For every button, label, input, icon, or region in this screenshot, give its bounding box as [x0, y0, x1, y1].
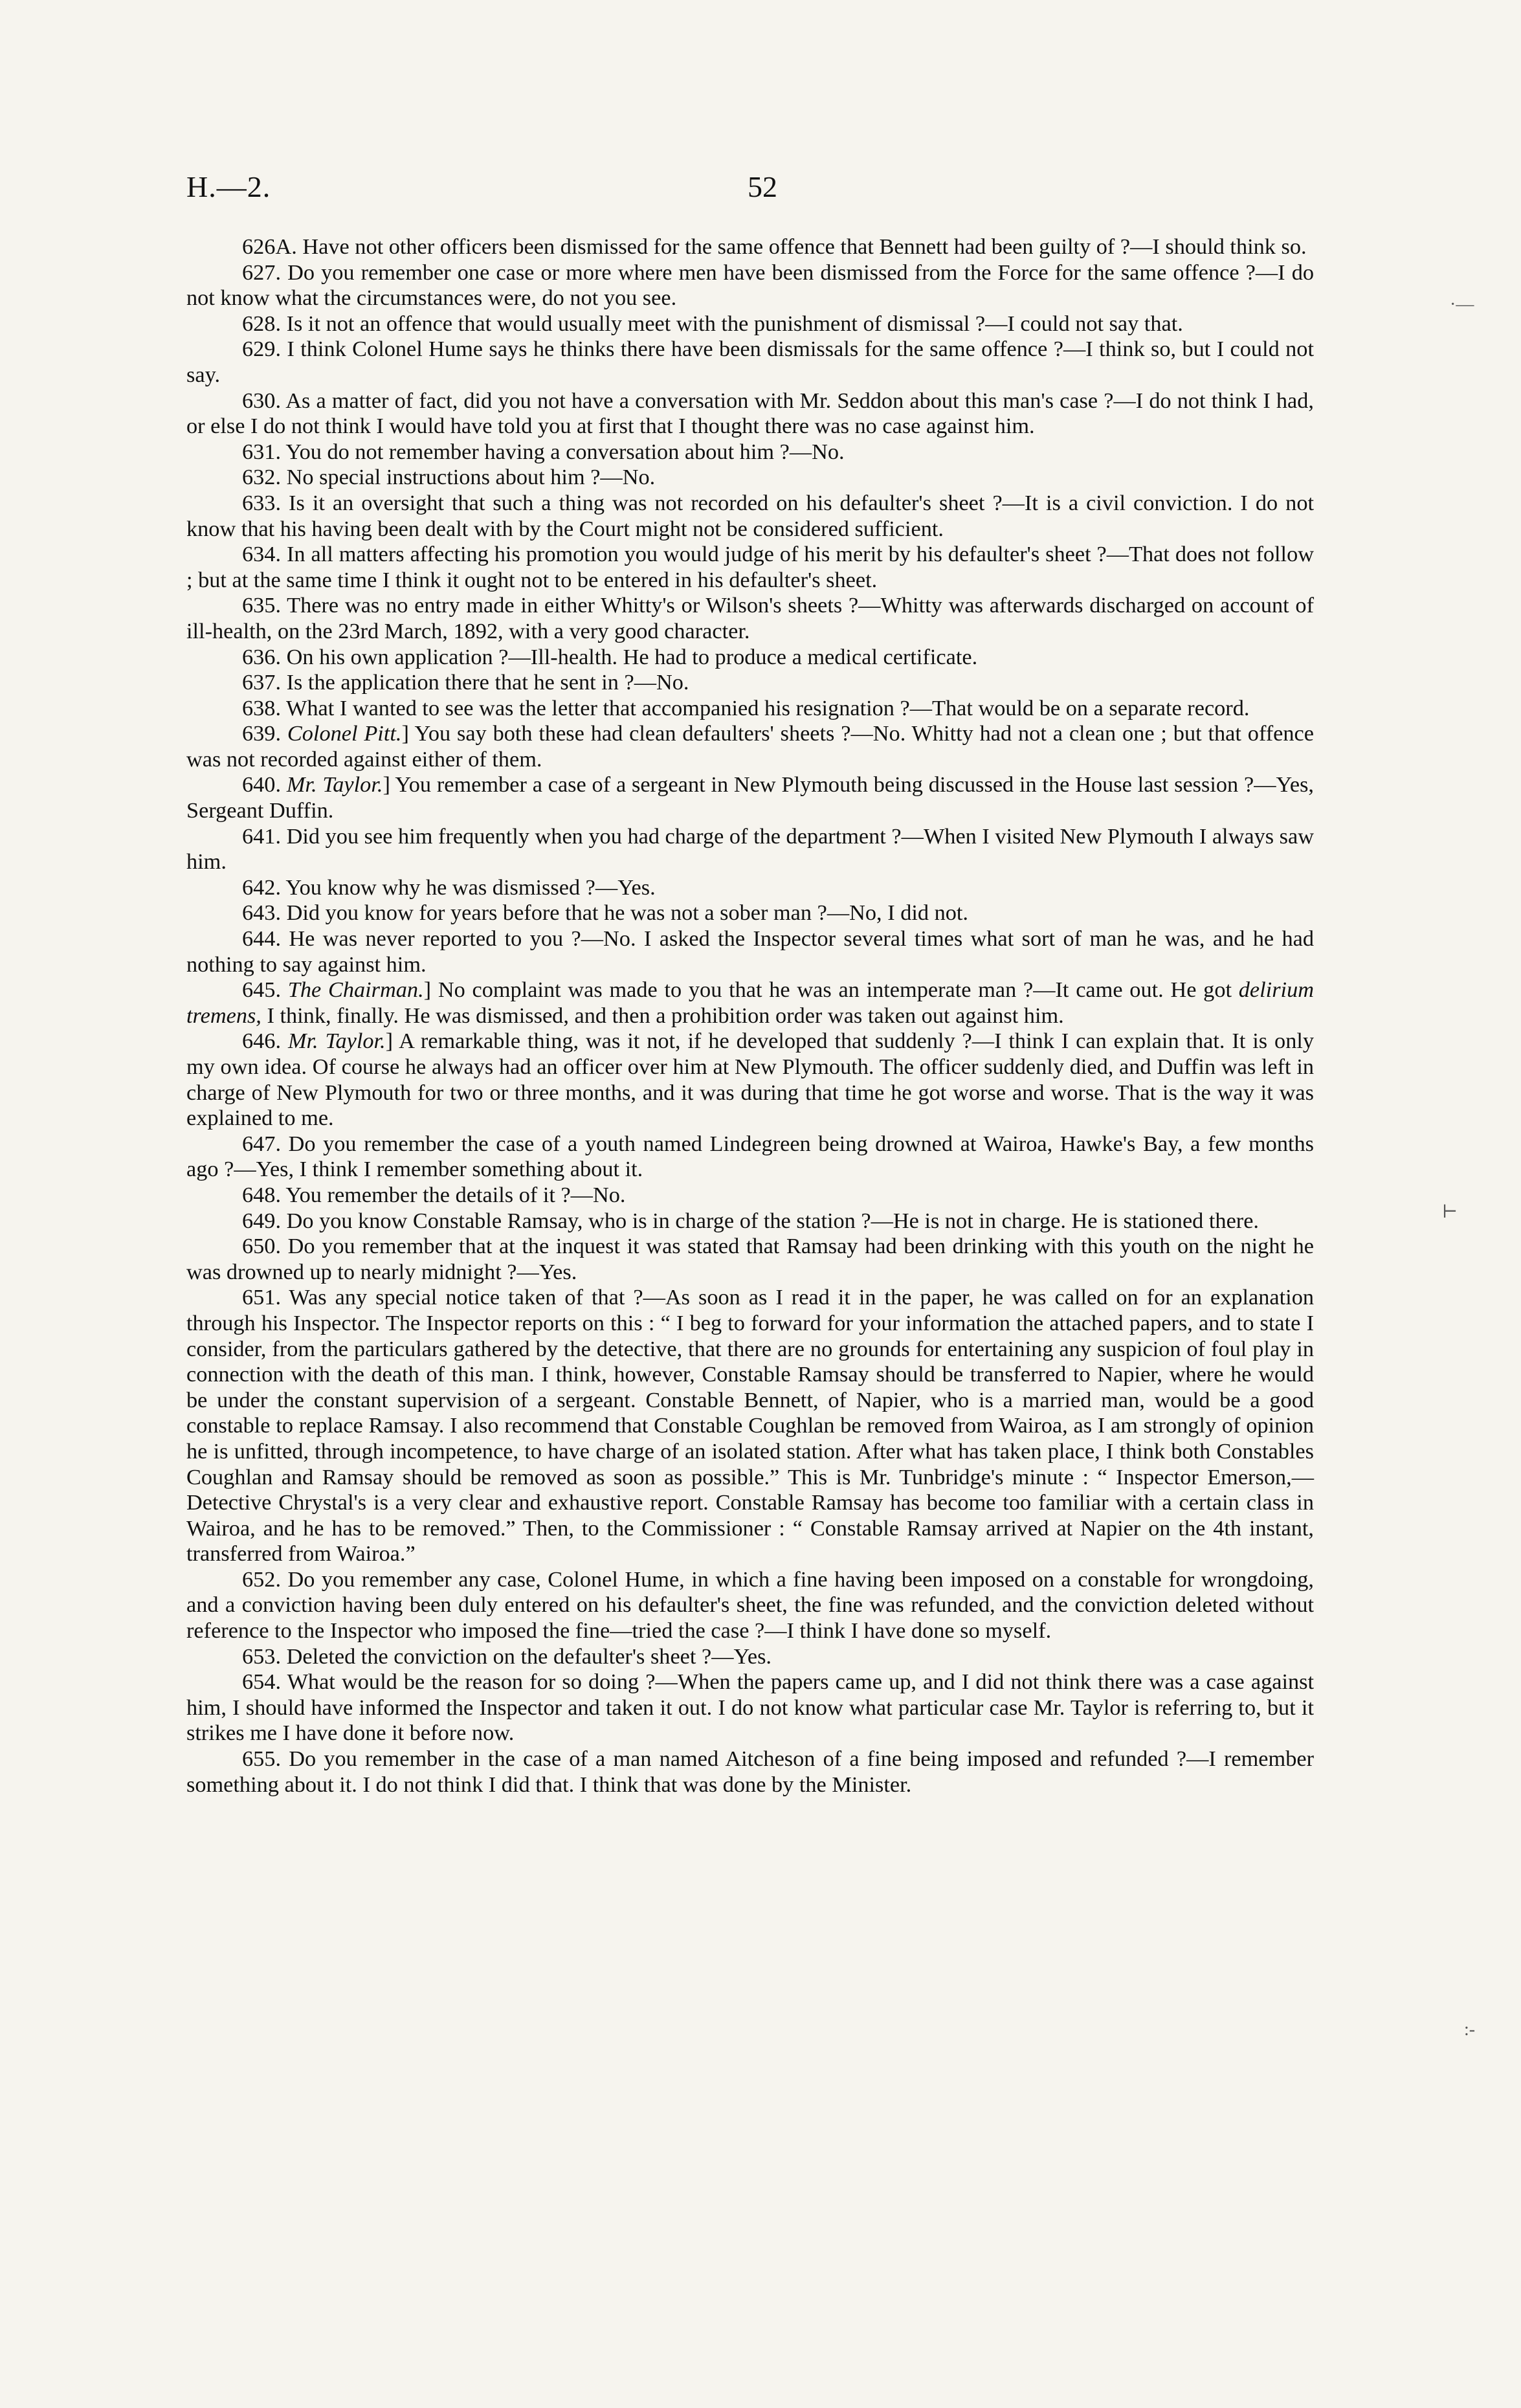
speaker-name: Mr. Taylor. [286, 772, 383, 797]
speaker-name: Colonel Pitt. [287, 721, 402, 746]
paragraph-635: 635. There was no entry made in either Whitty's or Wilson's sheets ?—Whitty was afterwards discharged on account of ill-health, on the 23rd March, 1892, with a very good character. [186, 593, 1314, 643]
paragraph-640: 640. Mr. Taylor.] You remember a case of a sergeant in New Plymouth being discussed in the House last session ?—Yes, Sergeant Duffin. [186, 772, 1315, 823]
paragraph-654: 654. What would be the reason for so doing ?—When the papers came up, and I did not think there was a case against him, I should have informed the Inspector and taken it out. I do not know what particular case Mr. Taylor is referring to, but it strikes me I have done it before now. [186, 1669, 1314, 1746]
paragraph-652: 652. Do you remember any case, Colonel Hume, in which a fine having been imposed on a constable for wrongdoing, and a conviction having been duly entered on his defaulter's sheet, the fine was refunded, and the conviction deleted without reference to the Inspector who imposed the fine—tried the case ?—I think I have done so myself. [186, 1566, 1314, 1644]
paragraph-643: 643. Did you know for years before that he was not a sober man ?—No, I did not. [242, 900, 969, 926]
margin-mark: ·— [1450, 295, 1474, 315]
paragraph-634: 634. In all matters affecting his promotion you would judge of his merit by his defaulter's sheet ?—That does not follow ; but at the same time I think it ought not to be entered in his defaulter's sheet. [186, 542, 1314, 592]
paragraph-645: 645. The Chairman.] No complaint was made to you that he was an intemperate man ?—It came out. He got delirium tremens, I think, finally. He was dismissed, and then a prohibition order was taken out against him. [186, 977, 1314, 1028]
paragraph-636: 636. On his own application ?—Ill-health. He had to produce a medical certificate. [242, 644, 978, 669]
italic-term: delirium tremens, [186, 977, 1314, 1028]
paragraph-651: 651. Was any special notice taken of that ?—As soon as I read it in the paper, he was called on for an explanation through his Inspector. The Inspector reports on this : “ I beg to forward for your information the attached papers, and to state I consider, from the particulars gathered by the detective, that there are no grounds for entertaining any suspicion of foul play in connection with the death of this man. I think, however, Constable Ramsay should be transferred to Napier, where he would be under the constant supervision of a sergeant. Constable Bennett, of Napier, who is a married man, would be a good constable to replace Ramsay. I also recommend that Constable Coughlan be removed from Wairoa, as I am strongly of opinion he is unfitted, through incompetence, to have charge of an isolated station. After what has taken place, I think both Constables Coughlan and Ramsay should be removed as soon as possible.” This is Mr. Tunbridge's minute : “ Inspector Emerson,—Detective Chrystal's is a very clear and exhaustive report. Constable Ramsay has become too familiar with a certain class in Wairoa, and he has to be removed.” Then, to the Commissioner : “ Constable Ramsay arrived at Napier on the 4th instant, transferred from Wairoa.” [186, 1285, 1314, 1566]
paragraph-630: 630. As a matter of fact, did you not have a conversation with Mr. Seddon about this man's case ?—I do not think I had, or else I do not think I would have told you at first that I thought there was no case against him. [186, 388, 1314, 439]
margin-mark: :- [1464, 2020, 1476, 2040]
paragraph-627: 627. Do you remember one case or more where men have been dismissed from the Force for the same offence ?—I do not know what the circumstances were, do not you see. [186, 260, 1314, 311]
paragraph-649: 649. Do you know Constable Ramsay, who is in charge of the station ?—He is not in charge. He is stationed there. [242, 1208, 1260, 1233]
paragraph-632: 632. No special instructions about him ?—No. [242, 465, 656, 490]
body-text [186, 234, 1314, 1798]
paragraph-655: 655. Do you remember in the case of a man named Aitcheson of a fine being imposed and refunded ?—I remember something about it. I do not think I did that. I think that was done by the Minister. [186, 1746, 1314, 1797]
margin-mark: ⊢ [1442, 1202, 1458, 1222]
paragraph-638: 638. What I wanted to see was the letter that accompanied his resignation ?—That would be on a separate record. [242, 695, 1250, 720]
paragraph-633: 633. Is it an oversight that such a thing was not recorded on his defaulter's sheet ?—It is a civil conviction. I do not know that his having been dealt with by the Court might not be considered sufficient. [186, 490, 1314, 541]
page-header [186, 170, 1338, 215]
paragraph-642: 642. You know why he was dismissed ?—Yes. [242, 875, 656, 900]
paragraph-644: 644. He was never reported to you ?—No. I asked the Inspector several times what sort of man he was, and he had nothing to say against him. [186, 926, 1314, 977]
paragraph-629: 629. I think Colonel Hume says he thinks there have been dismissals for the same offence ?—I think so, but I could not say. [186, 337, 1314, 387]
paragraph-647: 647. Do you remember the case of a youth named Lindegreen being drowned at Wairoa, Hawke's Bay, a few months ago ?—Yes, I think I remember something about it. [186, 1131, 1314, 1182]
paragraph-631: 631. You do not remember having a conversation about him ?—No. [242, 439, 845, 464]
speaker-name: Mr. Taylor. [287, 1029, 386, 1054]
paragraph-648: 648. You remember the details of it ?—No. [242, 1182, 626, 1207]
paragraph-653: 653. Deleted the conviction on the defaulter's sheet ?—Yes. [242, 1644, 772, 1669]
paragraph-626a: 626A. Have not other officers been dismissed for the same offence that Bennett had been guilty of ?—I should think so. [242, 234, 1307, 259]
page-number: 52 [748, 170, 777, 203]
paragraph-650: 650. Do you remember that at the inquest it was stated that Ramsay had been drinking with this youth on the night he was drowned up to nearly midnight ?—Yes. [186, 1234, 1314, 1284]
paragraph-628: 628. Is it not an offence that would usually meet with the punishment of dismissal ?—I could not say that. [242, 311, 1183, 336]
document-reference: H.—2. [186, 170, 271, 203]
speaker-name: The Chairman. [287, 977, 424, 1003]
paragraph-639: 639. Colonel Pitt.] You say both these had clean defaulters' sheets ?—No. Whitty had not a clean one ; but that offence was not recorded against either of them. [186, 721, 1314, 772]
paragraph-637: 637. Is the application there that he sent in ?—No. [242, 670, 689, 695]
paragraph-641: 641. Did you see him frequently when you had charge of the department ?—When I visited New Plymouth I always saw him. [186, 823, 1314, 875]
paragraph-646: 646. Mr. Taylor.] A remarkable thing, was it not, if he developed that suddenly ?—I think I can explain that. It is only my own idea. Of course he always had an officer over him at New Plymouth. The officer suddenly died, and Duffin was left in charge of New Plymouth for two or three months, and it was during that time he got worse and worse. That is the way it was explained to me. [186, 1029, 1315, 1131]
